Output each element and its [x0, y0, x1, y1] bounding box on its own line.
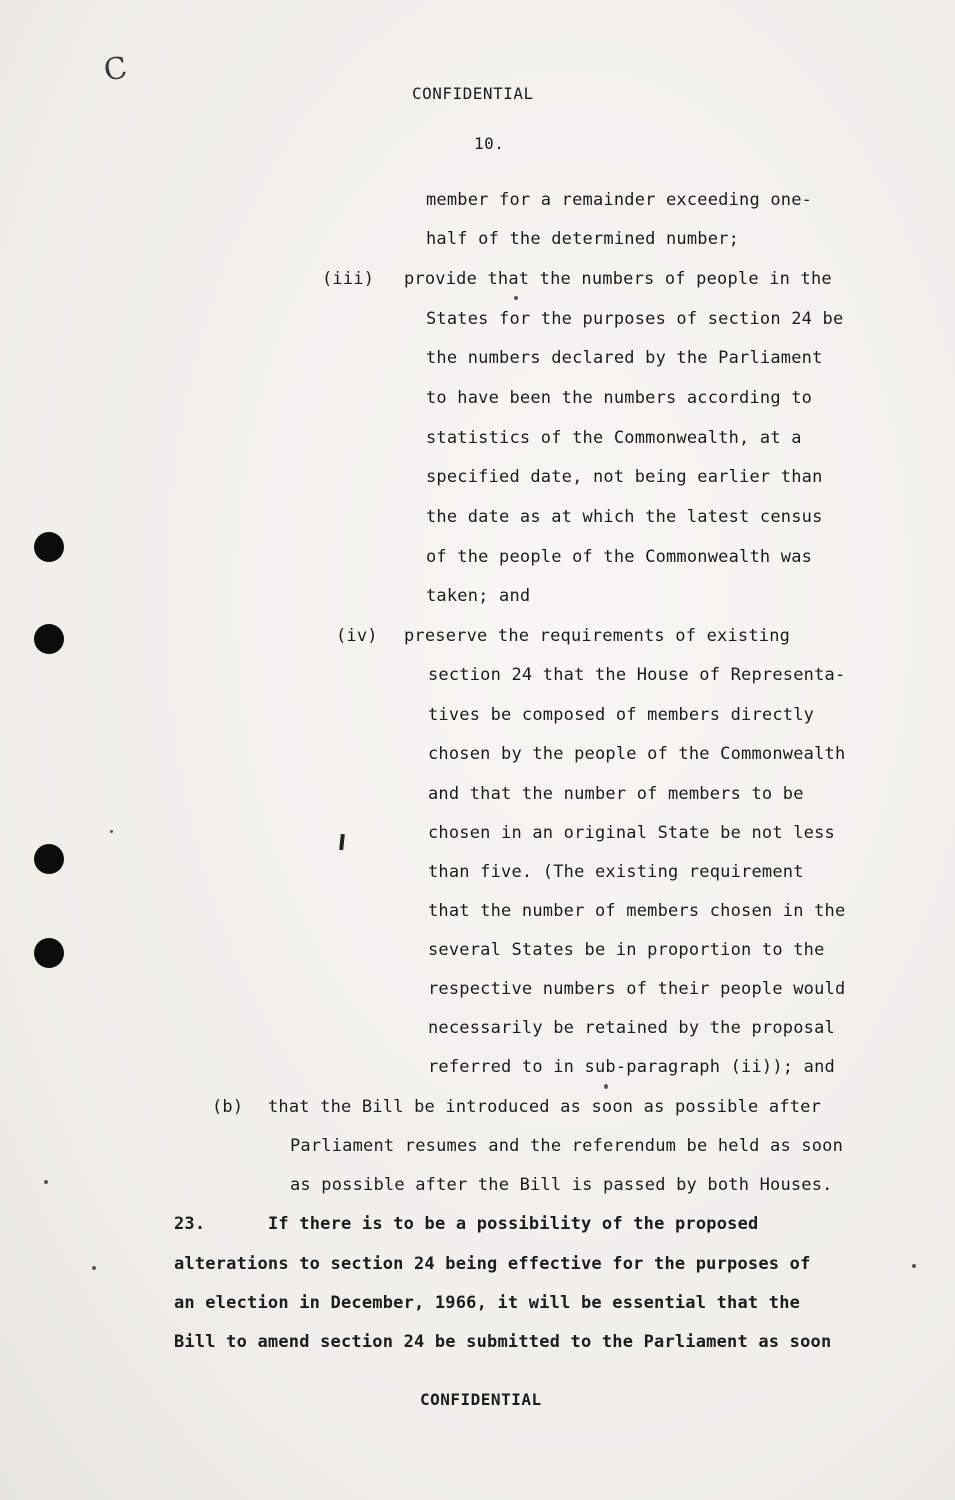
item-marker-iv: (iv) — [336, 626, 378, 646]
text-line: an election in December, 1966, it will be essential that the — [174, 1293, 801, 1313]
corner-mark: C — [101, 50, 130, 89]
punch-hole — [34, 624, 64, 654]
item-marker-b: (b) — [212, 1097, 244, 1117]
text-line: If there is to be a possibility of the proposed — [268, 1214, 759, 1234]
text-line: half of the determined number; — [426, 229, 740, 249]
text-line: referred to in sub-paragraph (ii)); and — [428, 1057, 835, 1077]
text-line: chosen by the people of the Commonwealth — [428, 744, 846, 764]
text-line: member for a remainder exceeding one- — [426, 190, 813, 210]
header-confidential: CONFIDENTIAL — [412, 84, 534, 103]
text-line: provide that the numbers of people in the — [404, 269, 832, 289]
page-number: 10. — [474, 134, 505, 153]
punch-hole — [34, 844, 64, 874]
text-line: tives be composed of members directly — [428, 705, 815, 725]
text-line: Parliament resumes and the referendum be held as soon — [290, 1136, 844, 1156]
text-line: the numbers declared by the Parliament — [426, 348, 823, 368]
footer-confidential: CONFIDENTIAL — [420, 1390, 542, 1409]
text-line: States for the purposes of section 24 be — [426, 309, 844, 329]
ink-speck — [44, 1180, 48, 1184]
text-line: alterations to section 24 being effective for the purposes of — [174, 1254, 811, 1274]
text-line: as possible after the Bill is passed by both Houses. — [290, 1175, 833, 1195]
text-line: that the Bill be introduced as soon as possible after — [268, 1097, 822, 1117]
text-line: respective numbers of their people would — [428, 979, 846, 999]
text-line: preserve the requirements of existing — [404, 626, 791, 646]
text-line: necessarily be retained by the proposal — [428, 1018, 835, 1038]
ink-speck — [92, 1266, 96, 1270]
punch-hole — [34, 532, 64, 562]
item-marker-iii: (iii) — [322, 269, 375, 289]
text-line: several States be in proportion to the — [428, 940, 825, 960]
punch-hole — [34, 938, 64, 968]
text-line: that the number of members chosen in the — [428, 901, 846, 921]
ink-speck — [912, 1264, 916, 1268]
text-line: statistics of the Commonwealth, at a — [426, 428, 802, 448]
text-line: taken; and — [426, 586, 531, 606]
text-line: specified date, not being earlier than — [426, 467, 823, 487]
margin-tick-mark — [339, 834, 345, 850]
text-line: Bill to amend section 24 be submitted to the Parliament as soon — [174, 1332, 832, 1352]
text-line: section 24 that the House of Representa- — [428, 665, 846, 685]
ink-speck — [604, 1084, 608, 1089]
ink-speck — [110, 830, 113, 833]
ink-speck — [514, 296, 518, 300]
paragraph-number-23: 23. — [174, 1214, 206, 1234]
text-line: than five. (The existing requirement — [428, 862, 804, 882]
text-line: to have been the numbers according to — [426, 388, 813, 408]
text-line: of the people of the Commonwealth was — [426, 547, 813, 567]
text-line: chosen in an original State be not less — [428, 823, 835, 843]
text-line: and that the number of members to be — [428, 784, 804, 804]
text-line: the date as at which the latest census — [426, 507, 823, 527]
